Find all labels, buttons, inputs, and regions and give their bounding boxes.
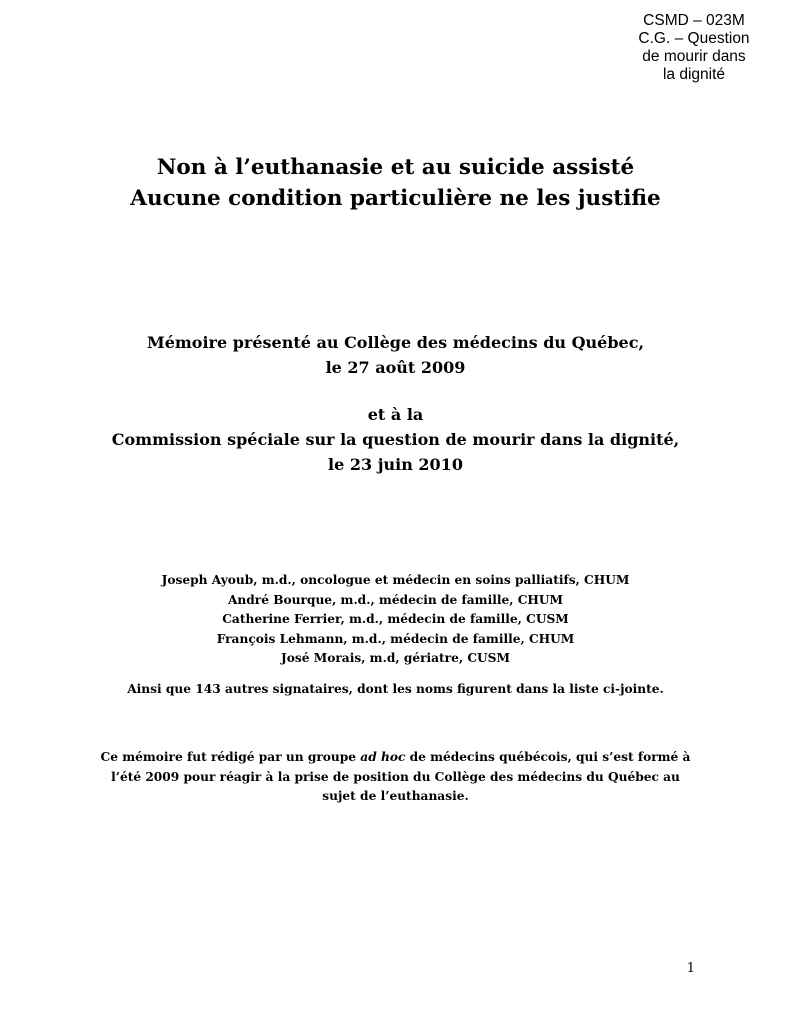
- author-entry: José Morais, m.d, gériatre, CUSM: [281, 651, 510, 665]
- document-reference: [619, 12, 769, 84]
- author-entry: André Bourque, m.d., médecin de famille, CHUM: [227, 592, 564, 607]
- author-entry: François Lehmann, m.d., médecin de famille, CHUM: [216, 631, 575, 646]
- page-number: 1: [686, 961, 695, 976]
- document-title: [0, 152, 791, 214]
- commission-date: le 23 juin 2010: [328, 455, 463, 474]
- reference-line: C.G. – Question: [638, 30, 750, 47]
- note-text: de médecins québécois, qui s’est formé à: [405, 750, 691, 764]
- author-entry: Joseph Ayoub, m.d., oncologue et médecin en soins palliatifs, CHUM: [161, 573, 630, 587]
- memo-presentation: [0, 330, 791, 380]
- commission-intro: et à la: [367, 405, 424, 424]
- note-text: Ce mémoire fut rédigé par un groupe: [100, 750, 361, 764]
- title-line: Non à l’euthanasie et au suicide assisté: [156, 155, 635, 180]
- other-signatories: Ainsi que 143 autres signataires, dont les noms figurent dans la liste ci-jointe.: [127, 682, 664, 696]
- reference-line: de mourir dans: [642, 48, 746, 65]
- note-line: [0, 748, 791, 768]
- subtitle-line: Aucune condition particulière ne les justifie: [130, 186, 661, 211]
- reference-line: CSMD – 023M: [643, 12, 745, 29]
- memo-date: le 27 août 2009: [325, 358, 466, 377]
- note-line: l’été 2009 pour réagir à la prise de position du Collège des médecins du Québec au: [111, 769, 680, 784]
- reference-line: la dignité: [662, 66, 726, 83]
- memo-line: Mémoire présenté au Collège des médecins du Québec,: [146, 333, 645, 352]
- note-italic: ad hoc: [360, 750, 406, 764]
- note-line: sujet de l’euthanasie.: [322, 789, 469, 803]
- author-list: [0, 571, 791, 669]
- authorship-note: [0, 748, 791, 807]
- commission-name: Commission spéciale sur la question de mourir dans la dignité,: [111, 430, 680, 449]
- commission-presentation: [0, 402, 791, 477]
- author-entry: Catherine Ferrier, m.d., médecin de famille, CUSM: [222, 612, 569, 626]
